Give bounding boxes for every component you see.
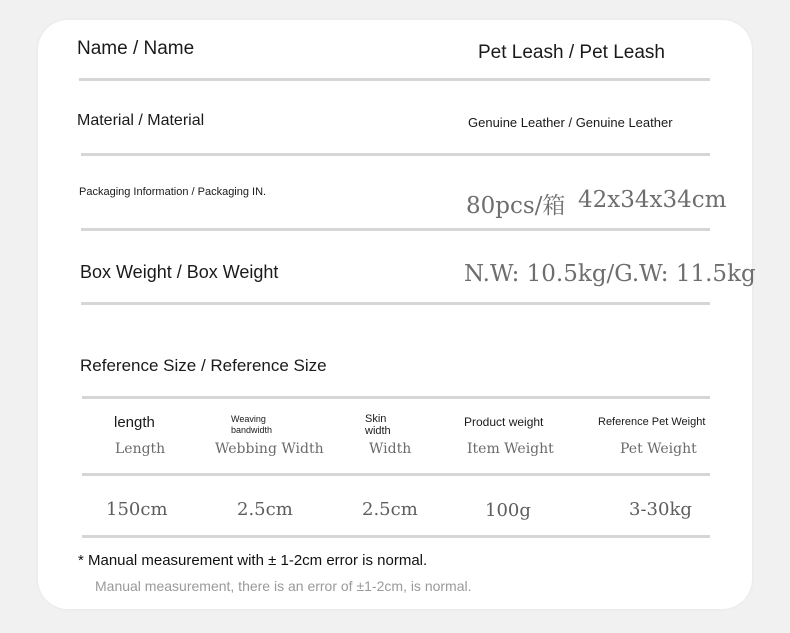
reference-size-title: Reference Size / Reference Size	[80, 356, 327, 375]
col-pet-weight-top: Reference Pet Weight	[598, 416, 706, 428]
name-label: Name / Name	[77, 38, 195, 59]
material-value: Genuine Leather / Genuine Leather	[468, 115, 673, 130]
measurement-note-sub: Manual measurement, there is an error of ±1-2cm, is normal.	[95, 578, 472, 594]
spec-card	[38, 20, 752, 609]
col-webbing-top-1: Weaving	[231, 414, 266, 424]
packaging-label: Packaging Information / Packaging IN.	[79, 186, 267, 198]
col-webbing-english: Webbing Width	[215, 441, 324, 457]
divider-2	[81, 153, 710, 156]
measurement-note: * Manual measurement with ± 1-2cm error is normal.	[78, 552, 428, 569]
col-length-english: Length	[115, 441, 166, 457]
divider-3	[81, 228, 710, 231]
divider-1	[79, 78, 710, 81]
box-weight-label: Box Weight / Box Weight	[80, 262, 279, 282]
col-pet-weight-english: Pet Weight	[620, 441, 697, 457]
material-label: Material / Material	[77, 112, 205, 129]
col-webbing-top-2: bandwidth	[231, 425, 273, 435]
box-weight-value: N.W: 10.5kg/G.W: 11.5kg	[464, 261, 756, 287]
table-mid-divider	[82, 473, 710, 476]
value-pet-weight: 3-30kg	[629, 499, 692, 520]
value-width: 2.5cm	[362, 499, 418, 520]
col-width-english: Width	[369, 441, 412, 457]
packaging-quantity: 80pcs/箱	[466, 193, 566, 219]
col-item-weight-english: Item Weight	[467, 441, 554, 457]
col-length-top: length	[114, 414, 155, 431]
col-width-top-2: width	[365, 425, 391, 437]
name-value: Pet Leash / Pet Leash	[478, 42, 665, 63]
table-bottom-divider	[82, 535, 710, 538]
value-webbing-width: 2.5cm	[237, 499, 293, 520]
col-item-weight-top: Product weight	[464, 415, 544, 429]
col-width-top-1: Skin	[365, 413, 387, 425]
table-top-divider	[82, 396, 710, 399]
value-length: 150cm	[106, 499, 168, 520]
divider-4	[81, 302, 710, 305]
packaging-dimensions: 42x34x34cm	[578, 187, 727, 213]
value-item-weight: 100g	[485, 500, 531, 521]
